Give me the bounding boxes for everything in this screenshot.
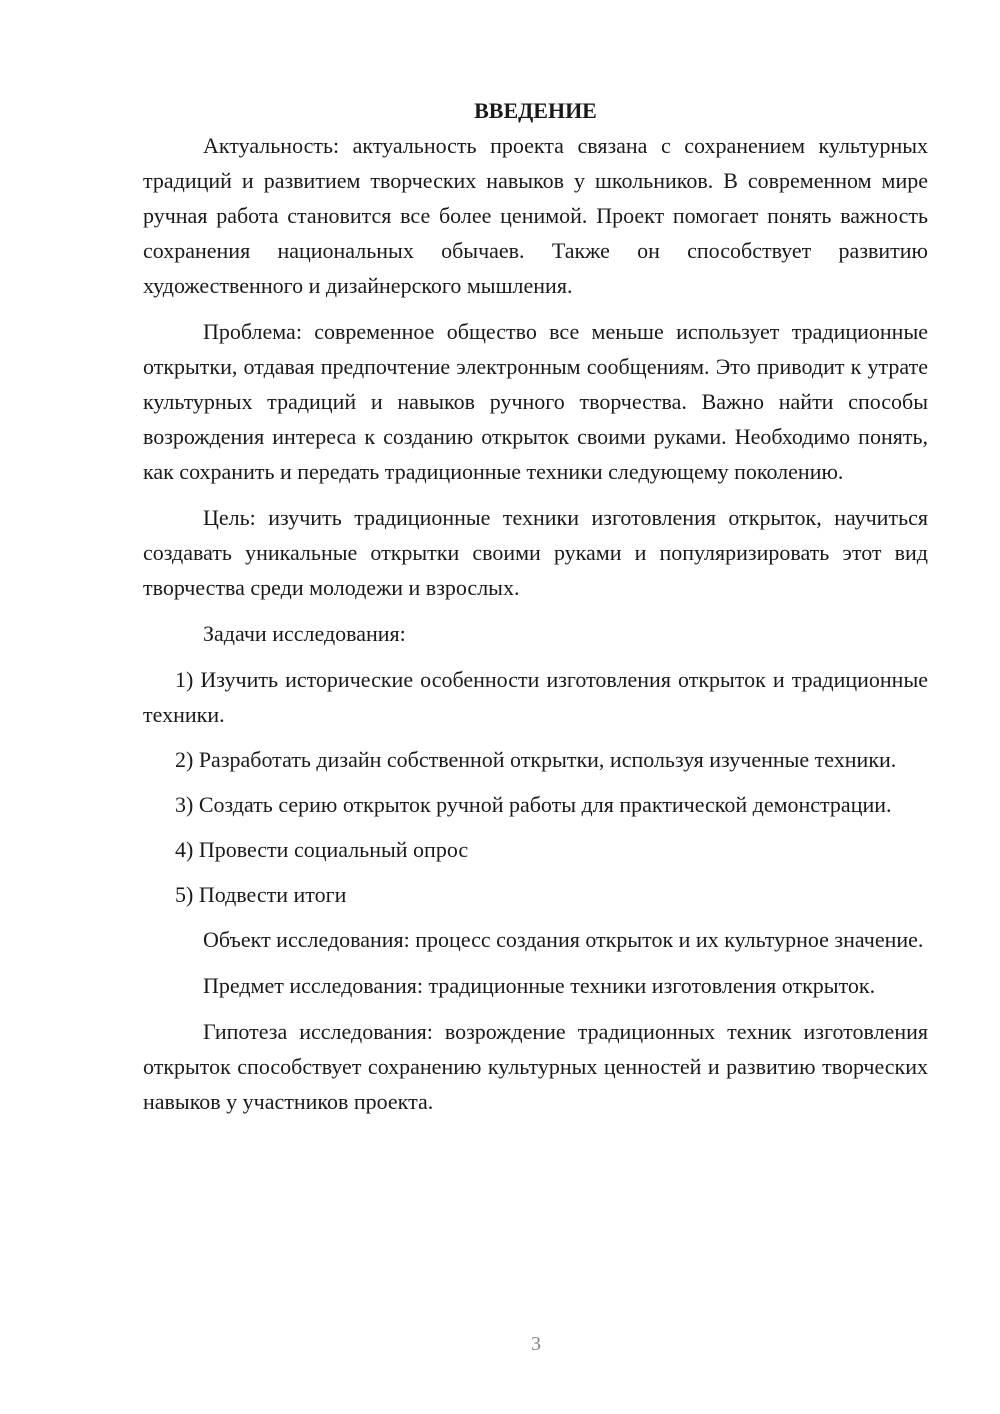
- page-number: 3: [531, 1333, 541, 1355]
- tasks-title: Задачи исследования:: [203, 621, 406, 646]
- problem-paragraph: Проблема: современное общество все меньше использует традиционные открытки, отдавая предпочтение электронным сообщениям. Это приводит к утрате культурных традиций и навыков ручного творчества. Важно найти способы возрождения интереса к созданию открыток своими руками. Необходимо понять, как сохранить и передать традиционные техники следующему поколению.: [143, 319, 928, 484]
- hypothesis-paragraph: Гипотеза исследования: возрождение традиционных техник изготовления открыток способствует сохранению культурных ценностей и развитию творческих навыков у участников проекта.: [143, 1019, 928, 1114]
- task-item-3: 3) Создать серию открыток ручной работы для практической демонстрации.: [175, 792, 892, 817]
- task-item-4: 4) Провести социальный опрос: [175, 837, 469, 862]
- task-item-1: 1) Изучить исторические особенности изготовления открыток и традиционные техники.: [143, 667, 928, 727]
- goal-paragraph: Цель: изучить традиционные техники изготовления открыток, научиться создавать уникальные открытки своими руками и популяризировать этот вид творчества среди молодежи и взрослых.: [143, 505, 928, 600]
- subject-paragraph: Предмет исследования: традиционные техники изготовления открыток.: [203, 973, 876, 998]
- page-content: [143, 94, 928, 1130]
- task-item-5: 5) Подвести итоги: [175, 882, 347, 907]
- relevance-paragraph: Актуальность: актуальность проекта связана с сохранением культурных традиций и развитием творческих навыков у школьников. В современном мире ручная работа становится все более ценимой. Проект помогает понять важность сохранения национальных обычаев. Также он способствует развитию художественного и дизайнерского мышления.: [143, 133, 928, 298]
- object-paragraph: Объект исследования: процесс создания открыток и их культурное значение.: [203, 927, 924, 952]
- task-item-2: 2) Разработать дизайн собственной открытки, используя изученные техники.: [175, 747, 897, 772]
- section-heading: ВВЕДЕНИЕ: [474, 98, 597, 123]
